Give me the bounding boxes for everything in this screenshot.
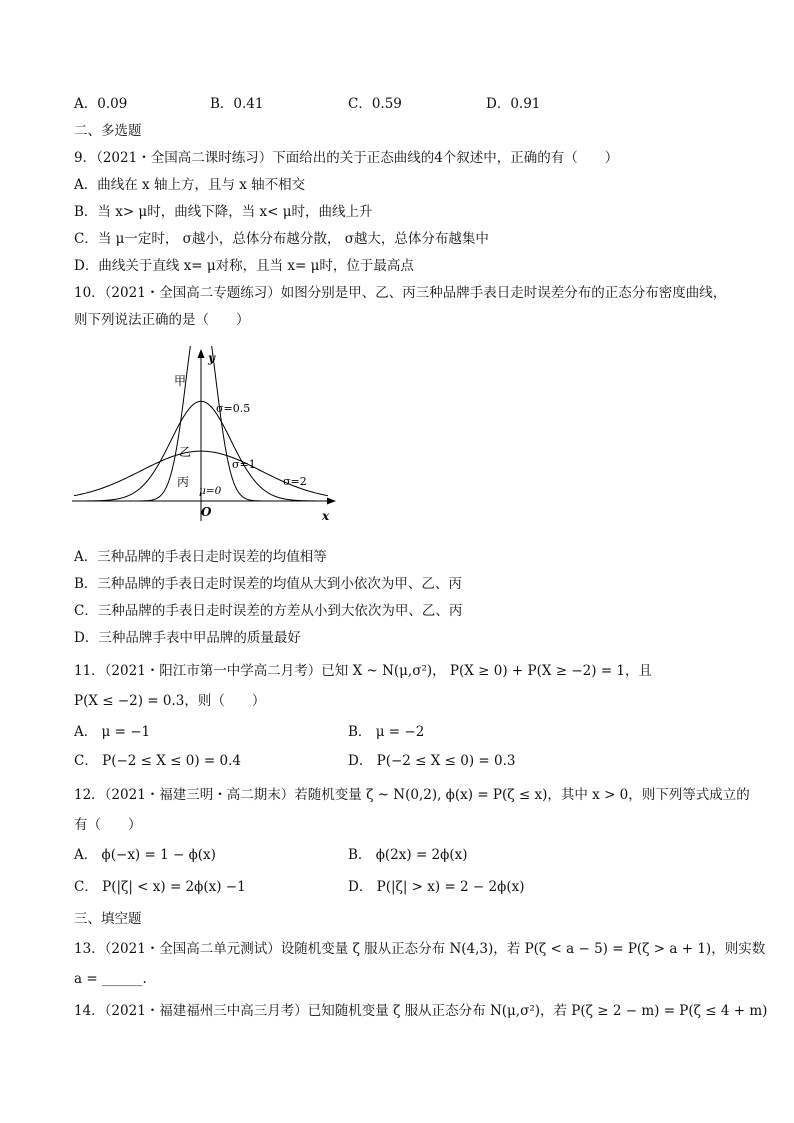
q12-stem-line1: 12．（2021・福建三明・高二期末）若随机变量 ζ ~ N(0,2), ϕ(x) = P(ζ ≤ x)，其中 x > 0，则下列等式成立的 [74, 787, 750, 803]
q12-option-b: B． ϕ(2x) = 2ϕ(x) [348, 847, 468, 863]
q8-option-c: C．0.59 [348, 96, 402, 112]
label-yi: 乙 [179, 445, 192, 459]
q13-stem-line1: 13．（2021・全国高二单元测试）设随机变量 ζ 服从正态分布 N(4,3)，若 P(ζ < a − 5) = P(ζ > a + 1)，则实数 [74, 941, 766, 957]
q12-option-a: A． ϕ(−x) = 1 − ϕ(x) [74, 847, 216, 863]
x-axis-label: x [322, 509, 330, 523]
q8-option-a: A．0.09 [74, 96, 128, 112]
normal-curves-figure [70, 346, 350, 526]
q10-stem-line2: 则下列说法正确的是（ ） [74, 312, 250, 328]
q8-option-d: D．0.91 [486, 96, 541, 112]
q9-option-c: C．当 μ一定时， σ越小，总体分布越分散， σ越大，总体分布越集中 [74, 231, 489, 247]
q9-option-a: A．曲线在 x 轴上方，且与 x 轴不相交 [74, 177, 306, 193]
label-mu-0: μ=0 [199, 485, 222, 497]
q8-option-b: B．0.41 [210, 96, 264, 112]
q11-option-c: C． P(−2 ≤ X ≤ 0) = 0.4 [74, 753, 241, 769]
y-axis-label: y [208, 351, 215, 365]
q10-option-b: B．三种品牌的手表日走时误差的均值从大到小依次为甲、乙、丙 [74, 576, 462, 592]
q11-option-d: D． P(−2 ≤ X ≤ 0) = 0.3 [348, 753, 516, 769]
q11-stem-line1: 11．（2021・阳江市第一中学高二月考）已知 X ~ N(μ,σ²)， P(X ≥ 0) + P(X ≥ −2) = 1，且 [74, 663, 653, 679]
q9-stem: 9．（2021・全国高二课时练习）下面给出的关于正态曲线的4个叙述中，正确的有（ ） [74, 150, 619, 166]
q11-option-a: A． μ = −1 [74, 724, 151, 740]
q9-option-d: D．曲线关于直线 x= μ对称，且当 x= μ时，位于最高点 [74, 258, 414, 274]
q10-option-d: D．三种品牌手表中甲品牌的质量最好 [74, 630, 301, 646]
q10-option-c: C．三种品牌的手表日走时误差的方差从小到大依次为甲、乙、丙 [74, 603, 463, 619]
q9-option-b: B．当 x> μ时，曲线下降，当 x< μ时，曲线上升 [74, 204, 373, 220]
q11-stem-line2: P(X ≤ −2) = 0.3，则（ ） [74, 693, 266, 709]
q12-option-d: D． P(|ζ| > x) = 2 − 2ϕ(x) [348, 879, 525, 895]
q11-option-b: B． μ = −2 [348, 724, 425, 740]
label-sigma-05: σ=0.5 [216, 402, 251, 415]
x-axis-arrow [327, 498, 336, 505]
section-heading-multiple-choice: 二、多选题 [74, 123, 142, 139]
label-jia: 甲 [174, 374, 187, 388]
y-axis-arrow [198, 349, 205, 358]
q14-stem-line1: 14．（2021・福建福州三中高三月考）已知随机变量 ζ 服从正态分布 N(μ,σ²)，若 P(ζ ≥ 2 − m) = P(ζ ≤ 4 + m) [74, 1003, 768, 1019]
label-sigma-2: σ=2 [283, 475, 307, 488]
q13-stem-line2: a = ______. [74, 971, 147, 987]
label-bing: 丙 [177, 475, 190, 489]
label-sigma-1: σ=1 [232, 458, 256, 471]
section-heading-fill-in: 三、填空题 [74, 911, 142, 927]
q12-stem-line2: 有（ ） [74, 817, 142, 833]
origin-label: O [201, 505, 212, 519]
q10-option-a: A．三种品牌的手表日走时误差的均值相等 [74, 549, 327, 565]
q12-option-c: C． P(|ζ| < x) = 2ϕ(x) −1 [74, 879, 246, 895]
q10-stem-line1: 10．（2021・全国高二专题练习）如图分别是甲、乙、丙三种品牌手表日走时误差分布的正态分布密度曲线， [74, 285, 727, 301]
